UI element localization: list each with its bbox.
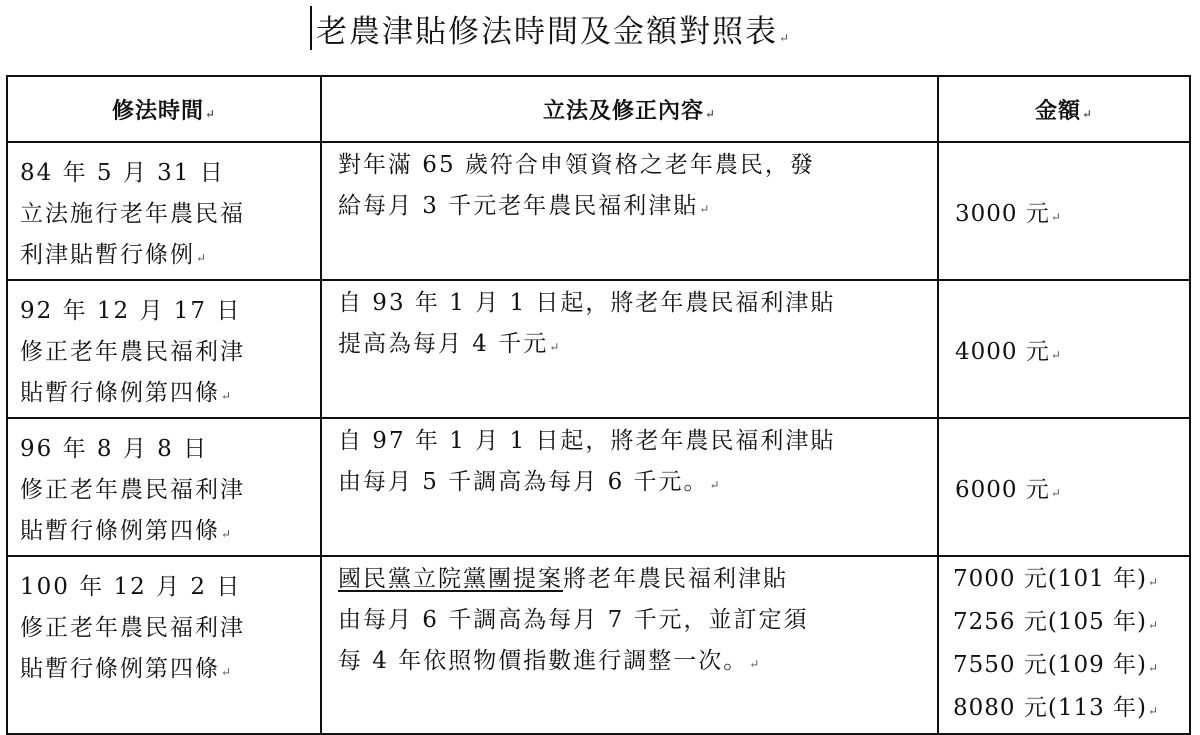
table-row — [7, 142, 1190, 280]
title-bar — [310, 6, 791, 50]
content-cell: 國民黨立院黨團提案將老年農民福利津貼 由每月 6 千調高為每月 7 千元，並訂定須 每 4 年依照物價指數進行調整一次。↵ — [321, 556, 938, 734]
table-row — [7, 280, 1190, 418]
header-amount: 金額↵ — [938, 76, 1190, 142]
time-cell: 92 年 12 月 17 日 修正老年農民福利津 貼暫行條例第四條↵ — [7, 280, 321, 418]
time-cell: 84 年 5 月 31 日 立法施行老年農民福 利津貼暫行條例↵ — [7, 142, 321, 280]
comparison-table — [6, 75, 1191, 735]
page-title: 老農津貼修法時間及金額對照表↵ — [316, 13, 792, 50]
proposal-source: 國民黨立院黨團提案 — [338, 566, 563, 592]
amount-cell: 7000 元(101 年)↵ 7256 元(105 年)↵ 7550 元(109 年)↵ 8080 元(113 年)↵ — [938, 556, 1190, 734]
amount-cell: 4000 元↵ — [938, 280, 1190, 418]
amount-cell: 3000 元↵ — [938, 142, 1190, 280]
content-cell: 自 97 年 1 月 1 日起，將老年農民福利津貼 由每月 5 千調高為每月 6 千元。↵ — [321, 418, 938, 556]
content-cell: 自 93 年 1 月 1 日起，將老年農民福利津貼 提高為每月 4 千元↵ — [321, 280, 938, 418]
amount-cell: 6000 元↵ — [938, 418, 1190, 556]
content-cell: 對年滿 65 歲符合申領資格之老年農民，發 給每月 3 千元老年農民福利津貼↵ — [321, 142, 938, 280]
table-header-row — [7, 76, 1190, 142]
time-cell: 96 年 8 月 8 日 修正老年農民福利津 貼暫行條例第四條↵ — [7, 418, 321, 556]
header-content: 立法及修正內容↵ — [321, 76, 938, 142]
time-cell: 100 年 12 月 2 日 修正老年農民福利津 貼暫行條例第四條↵ — [7, 556, 321, 734]
table-row — [7, 556, 1190, 734]
header-time: 修法時間↵ — [7, 76, 321, 142]
table-row — [7, 418, 1190, 556]
